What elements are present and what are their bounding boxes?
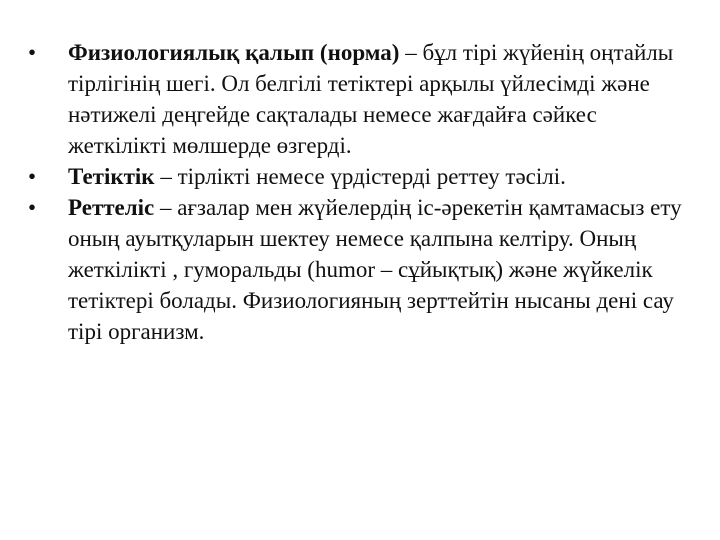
bullet-item-mechanism (28, 161, 688, 192)
bullet-icon: • (28, 164, 37, 189)
term-norm: Физиологиялық қалып (норма) (68, 40, 400, 65)
bullet-icon: • (28, 40, 37, 65)
definition-norm: – бұл тірі жүйенің оңтайлы тірлігінің шегі. Ол белгілі тетіктері арқылы үйлесімді және нәтижелі деңгейде сақталады немесе жағдайға сәйкес жеткілікті мөлшерде өзгерді. (68, 40, 674, 158)
bullet-item-norm (28, 37, 688, 161)
bullet-icon: • (28, 195, 37, 220)
definition-mechanism: – тірлікті немесе үрдістерді реттеу тәсілі. (154, 164, 566, 189)
term-regulation: Реттеліс (68, 195, 155, 220)
bullet-item-regulation (28, 192, 688, 347)
bullet-list (28, 37, 688, 347)
term-mechanism: Тетіктік (68, 164, 155, 189)
definition-regulation: – ағзалар мен жүйелердің іс-әрекетін қамтамасыз ету оның ауытқуларын шектеу немесе қалпына келтіру. Оның жеткілікті , гуморальды (humor – сұйықтық) және жүйкелік тетіктері болады. Физиологияның зерттейтін нысаны дені сау тірі организм. (68, 195, 682, 344)
